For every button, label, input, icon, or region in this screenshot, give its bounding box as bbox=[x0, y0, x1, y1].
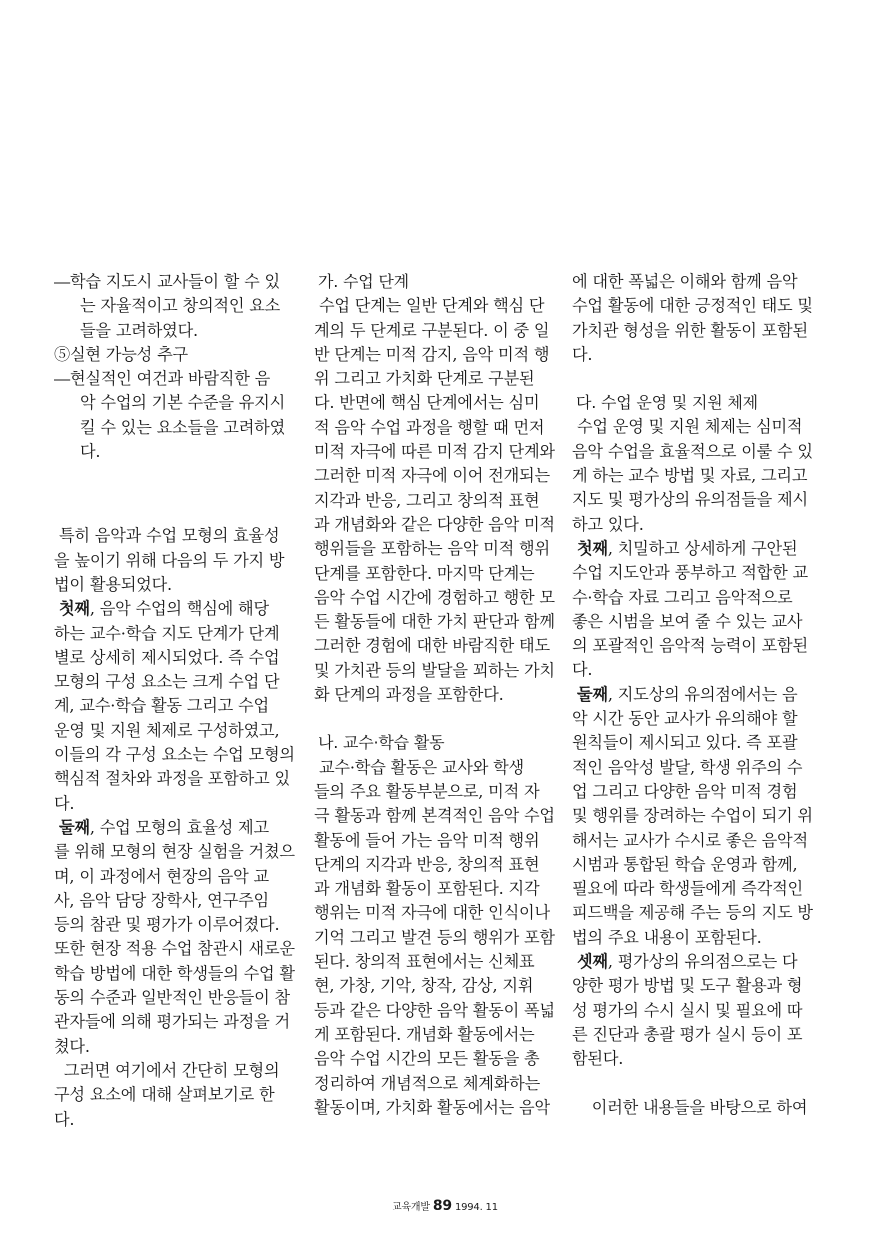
text-line: 관자들에 의해 평가되는 과정을 거 bbox=[54, 1012, 290, 1032]
text-line: 쳤다. bbox=[54, 1036, 90, 1056]
text-line: 이러한 내용들을 바탕으로 하여 bbox=[572, 1097, 808, 1117]
paragraph bbox=[314, 294, 558, 707]
text-line: 필요에 따라 학생들에게 즉각적인 bbox=[572, 879, 803, 899]
text-line: 양한 평가 방법 및 도구 활용과 형 bbox=[572, 976, 803, 996]
text-line: , 평가상의 유의점으로는 다 bbox=[607, 952, 798, 972]
text-line: 음악 수업 시간에 경험하고 행한 모 bbox=[314, 587, 555, 607]
text-line: 다. bbox=[572, 344, 593, 364]
text-line: 행위는 미적 자극에 대한 인식이나 bbox=[314, 903, 550, 923]
text-line: 을 높이기 위해 다음의 두 가지 방 bbox=[54, 550, 285, 570]
text-line: 의 포괄적인 음악적 능력이 포함된 bbox=[572, 636, 808, 656]
text-line: 피드백을 제공해 주는 등의 지도 방 bbox=[572, 903, 813, 923]
text-line: 악 시간 동안 교사가 유의해야 할 bbox=[572, 709, 798, 729]
text-line: , 음악 수업의 핵심에 해당 bbox=[89, 599, 269, 619]
text-line: 적 음악 수업 과정을 행할 때 먼저 bbox=[314, 417, 545, 437]
text-line: 계의 두 단계로 구분된다. 이 중 일 bbox=[314, 320, 550, 340]
text-line: 시범과 통합된 학습 운영과 함께, bbox=[572, 854, 798, 874]
text-line: 단계를 포함한다. 마지막 단계는 bbox=[314, 563, 535, 583]
text-line: , 치밀하고 상세하게 구안된 bbox=[607, 538, 798, 558]
text-line: 활동에 들어 가는 음악 미적 행위 bbox=[314, 830, 540, 850]
paragraph bbox=[54, 816, 294, 1059]
text-line: 를 위해 모형의 현장 실험을 거쳤으 bbox=[54, 842, 295, 862]
text-line: 미적 자극에 따른 미적 감지 단계와 bbox=[314, 442, 555, 462]
text-line: ―현실적인 여건과 바람직한 음 bbox=[54, 369, 271, 389]
text-line: 반 단계는 미적 감지, 음악 미적 행 bbox=[314, 344, 550, 364]
text-line: 수업 활동에 대한 긍정적인 태도 및 bbox=[572, 296, 813, 316]
text-line: 게 하는 교수 방법 및 자료, 그리고 bbox=[572, 466, 808, 486]
text-line: 그러한 미적 자극에 이어 전개되는 bbox=[314, 466, 550, 486]
text-line: 사, 음악 담당 장학사, 연구주임 bbox=[54, 890, 269, 910]
text-line: 동의 수준과 일반적인 반응들이 참 bbox=[54, 988, 290, 1008]
text-line: 다. bbox=[572, 660, 593, 680]
paragraph bbox=[572, 415, 822, 536]
text-line: 과 개념화와 같은 다양한 음악 미적 bbox=[314, 514, 555, 534]
text-line: 적인 음악성 발달, 학생 위주의 수 bbox=[572, 757, 803, 777]
text-line: 등과 같은 다양한 음악 활동이 폭넓 bbox=[314, 1000, 555, 1020]
paragraph bbox=[572, 270, 822, 367]
paragraph bbox=[572, 537, 822, 683]
text-line: 및 행위를 장려하는 수업이 되기 위 bbox=[572, 806, 813, 826]
issue-date: 1994. 11 bbox=[454, 1202, 498, 1213]
text-line: 수업 운영 및 지원 체제는 심미적 bbox=[572, 417, 803, 437]
text-line: 등의 참관 및 평가가 이루어졌다. bbox=[54, 915, 280, 935]
text-line: 에 대한 폭넓은 이해와 함께 음악 bbox=[572, 272, 798, 291]
text-line: 및 가치관 등의 발달을 꾀하는 가치 bbox=[314, 660, 555, 680]
text-line: 좋은 시범을 보여 줄 수 있는 교사 bbox=[572, 611, 803, 631]
page-number: 89 bbox=[432, 1198, 452, 1214]
text-line: 수업 단계는 일반 단계와 핵심 단 bbox=[314, 296, 545, 316]
bullet-list-1 bbox=[54, 270, 294, 343]
text-line: 다. bbox=[54, 793, 75, 813]
text-line: 원칙들이 제시되고 있다. 즉 포괄 bbox=[572, 733, 798, 753]
text-line: 현, 가창, 기악, 창작, 감상, 지휘 bbox=[314, 976, 534, 996]
text-line: 별로 상세히 제시되었다. 즉 수업 bbox=[54, 647, 280, 667]
bold-lead: 셋째 bbox=[576, 952, 608, 972]
text-line: 과 개념화 활동이 포함된다. 지각 bbox=[314, 879, 540, 899]
section-heading: 다. 수업 운영 및 지원 체제 bbox=[576, 393, 758, 413]
text-line: 지도 및 평가상의 유의점들을 제시 bbox=[572, 490, 808, 510]
column-3 bbox=[572, 270, 822, 1120]
text-line: 가치관 형성을 위한 활동이 포함된 bbox=[572, 320, 808, 340]
text-line: 교수·학습 활동은 교사와 학생 bbox=[314, 757, 524, 777]
text-line: 들의 주요 활동부분으로, 미적 자 bbox=[314, 781, 540, 801]
section-heading: 가. 수업 단계 bbox=[318, 272, 409, 291]
text-line: 다. bbox=[80, 442, 101, 462]
text-line: 행위들을 포함하는 음악 미적 행위 bbox=[314, 539, 550, 559]
text-line: 수·학습 자료 그리고 음악적으로 bbox=[572, 587, 793, 607]
bold-lead: 첫째 bbox=[576, 538, 608, 558]
paragraph bbox=[314, 756, 558, 1120]
section-heading: 나. 교수·학습 활동 bbox=[318, 733, 445, 753]
text-line: 함된다. bbox=[572, 1049, 624, 1069]
text-line: 게 포함된다. 개념화 활동에서는 bbox=[314, 1024, 535, 1044]
text-line: 극 활동과 함께 본격적인 음악 수업 bbox=[314, 806, 555, 826]
paragraph bbox=[572, 683, 822, 950]
page-footer bbox=[392, 1198, 498, 1214]
text-line: 모형의 구성 요소는 크게 수업 단 bbox=[54, 672, 280, 692]
text-line: 지각과 반응, 그리고 창의적 표현 bbox=[314, 490, 540, 510]
paragraph bbox=[54, 597, 294, 816]
text-line: 해서는 교사가 수시로 좋은 음악적 bbox=[572, 830, 808, 850]
bullet-list-2 bbox=[54, 367, 294, 464]
bold-lead: 첫째 bbox=[58, 599, 90, 619]
text-line: 수업 지도안과 풍부하고 적합한 교 bbox=[572, 563, 808, 583]
column-1 bbox=[54, 270, 294, 1132]
text-line: , 지도상의 유의점에서는 음 bbox=[607, 684, 798, 704]
journal-name: 교육개발 bbox=[392, 1202, 430, 1213]
bold-lead: 둘째 bbox=[58, 817, 90, 837]
text-line: 는 자율적이고 창의적인 요소 bbox=[80, 296, 281, 316]
text-line: 계, 교수·학습 활동 그리고 수업 bbox=[54, 696, 269, 716]
text-line: 킬 수 있는 요소들을 고려하였 bbox=[80, 417, 286, 437]
text-line: 정리하여 개념적으로 체계화하는 bbox=[314, 1073, 541, 1093]
text-line: 성 평가의 수시 실시 및 필요에 따 bbox=[572, 1000, 803, 1020]
text-line: 기억 그리고 발견 등의 행위가 포함 bbox=[314, 927, 555, 947]
paragraph bbox=[54, 524, 294, 597]
text-line: 구성 요소에 대해 살펴보기로 한 bbox=[54, 1085, 275, 1105]
text-line: 단계의 지각과 반응, 창의적 표현 bbox=[314, 854, 540, 874]
text-line: 업 그리고 다양한 음악 미적 경험 bbox=[572, 781, 798, 801]
text-line: 다. 반면에 핵심 단계에서는 심미 bbox=[314, 393, 540, 413]
paragraph bbox=[572, 950, 822, 1071]
item-heading-5: ⑤실현 가능성 추구 bbox=[54, 344, 188, 364]
text-line: 된다. 창의적 표현에서는 신체표 bbox=[314, 952, 535, 972]
text-line: 든 활동들에 대한 가치 판단과 함께 bbox=[314, 612, 555, 632]
paragraph bbox=[54, 1059, 294, 1132]
text-line: 른 진단과 총괄 평가 실시 등이 포 bbox=[572, 1024, 803, 1044]
text-line: , 수업 모형의 효율성 제고 bbox=[89, 817, 269, 837]
text-line: 악 수업의 기본 수준을 유지시 bbox=[80, 393, 286, 413]
text-line: 그러한 경험에 대한 바람직한 태도 bbox=[314, 636, 550, 656]
text-line: 또한 현장 적용 수업 참관시 새로운 bbox=[54, 939, 295, 959]
text-line: 이들의 각 구성 요소는 수업 모형의 bbox=[54, 745, 295, 765]
bold-lead: 둘째 bbox=[576, 684, 608, 704]
text-line: 법의 주요 내용이 포함된다. bbox=[572, 927, 762, 947]
text-line: 활동이며, 가치화 활동에서는 음악 bbox=[314, 1097, 550, 1117]
text-line: 운영 및 지원 체제로 구성하였고, bbox=[54, 720, 280, 740]
text-line: ―학습 지도시 교사들이 할 수 있 bbox=[54, 272, 280, 291]
text-line: 며, 이 과정에서 현장의 음악 교 bbox=[54, 866, 269, 886]
text-line: 음악 수업 시간의 모든 활동을 총 bbox=[314, 1049, 540, 1069]
text-line: 음악 수업을 효율적으로 이룰 수 있 bbox=[572, 441, 813, 461]
text-line: 위 그리고 가치화 단계로 구분된 bbox=[314, 369, 535, 389]
text-line: 그러면 여기에서 간단히 모형의 bbox=[54, 1060, 280, 1080]
text-line: 들을 고려하였다. bbox=[80, 320, 198, 340]
text-line: 학습 방법에 대한 학생들의 수업 활 bbox=[54, 963, 295, 983]
text-line: 하고 있다. bbox=[572, 514, 644, 534]
text-line: 핵심적 절차와 과정을 포함하고 있 bbox=[54, 769, 290, 789]
column-2 bbox=[314, 270, 558, 1120]
text-line: 법이 활용되었다. bbox=[54, 574, 172, 594]
text-line: 하는 교수·학습 지도 단계가 단계 bbox=[54, 623, 280, 643]
text-line: 다. bbox=[54, 1109, 75, 1129]
text-line: 화 단계의 과정을 포함한다. bbox=[314, 685, 504, 705]
text-line: 특히 음악과 수업 모형의 효율성 bbox=[54, 526, 280, 546]
